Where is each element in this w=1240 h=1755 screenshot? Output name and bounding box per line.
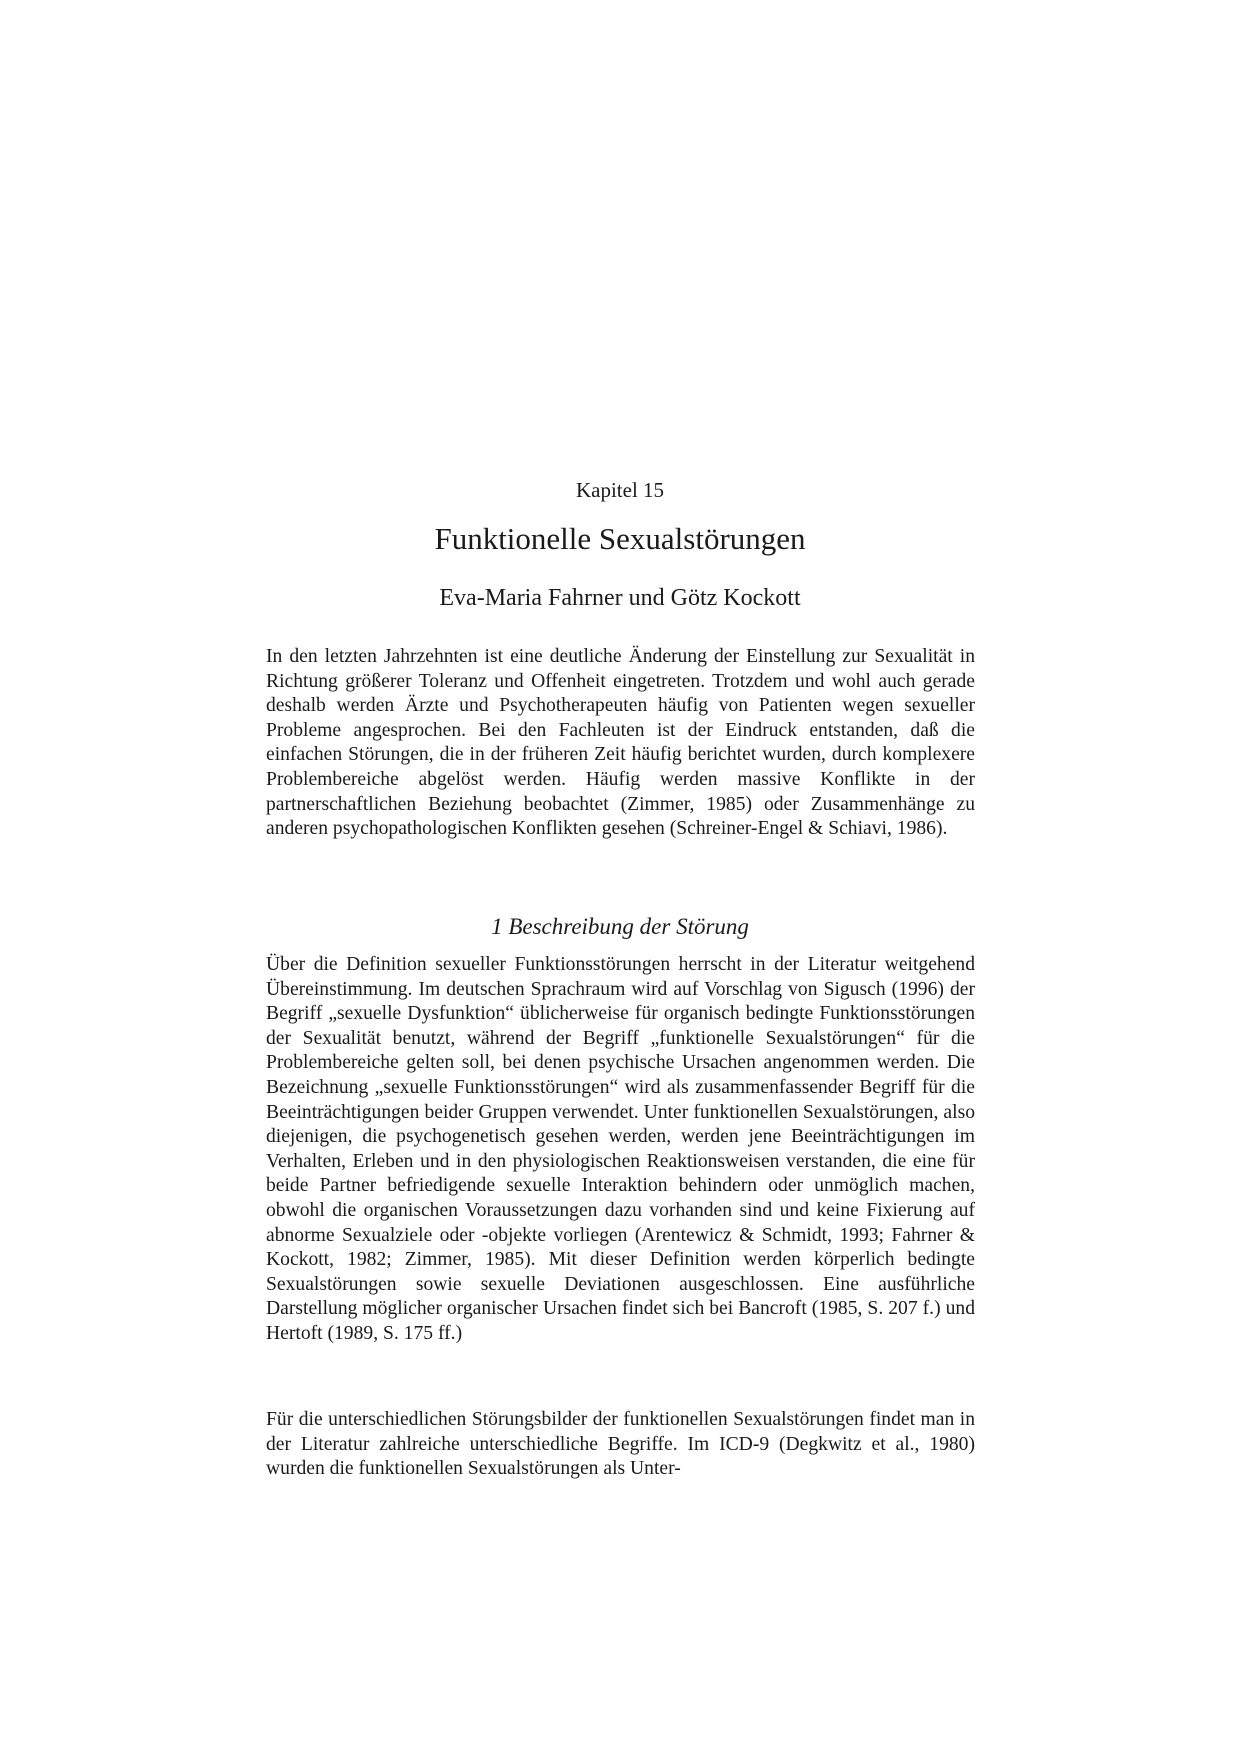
- chapter-title: Funktionelle Sexualstörungen: [434, 521, 806, 556]
- section-paragraph-1: Über die Definition sexueller Funktionsstörungen herrscht in der Literatur weitgehend Übereinstimmung. Im deutschen Sprachraum wird auf Vorschlag von Sigusch (1996) der Begriff „sexuelle Dysfunktion“ üblicherweise für organisch bedingte Funktionsstörungen der Sexualität benutzt, während der Begriff „funktionelle Sexualstörungen“ für die Problembereiche gelten soll, bei denen psychische Ursachen angenommen werden. Die Bezeichnung „sexuelle Funktionsstörungen“ wird als zusammenfassender Begriff für die Beeinträchtigungen beider Gruppen verwendet. Unter funktionellen Sexualstörungen, also diejenigen, die psychogenetisch gesehen werden, werden jene Beeinträchtigungen im Verhalten, Erleben und in den physiologischen Reaktionsweisen verstanden, die eine für beide Partner befriedigende sexuelle Interaktion behindern oder unmöglich machen, obwohl die organischen Voraussetzungen dazu vorhanden sind und keine Fixierung auf abnorme Sexualziele oder -objekte vorliegen (Arentewicz & Schmidt, 1993; Fahrner & Kockott, 1982; Zimmer, 1985). Mit dieser Definition werden körperlich bedingte Sexualstörungen sowie sexuelle Deviationen ausgeschlossen. Eine ausführliche Darstellung möglicher organischer Ursachen findet sich bei Bancroft (1985, S. 207 f.) und Hertoft (1989, S. 175 ff.): [266, 954, 975, 1344]
- chapter-authors: Eva-Maria Fahrner und Götz Kockott: [439, 585, 801, 611]
- intro-paragraph: In den letzten Jahrzehnten ist eine deutliche Änderung der Einstellung zur Sexualität in Richtung größerer Toleranz und Offenheit eingetreten. Trotzdem und wohl auch gerade deshalb werden Ärzte und Psychotherapeuten häufig von Patienten wegen sexueller Probleme angesprochen. Bei den Fachleuten ist der Eindruck entstanden, daß die einfachen Störungen, die in der früheren Zeit häufig berichtet wurden, durch komplexere Problembereiche abgelöst werden. Häufig werden massive Konflikte in der partnerschaftlichen Beziehung beobachtet (Zimmer, 1985) oder Zusammenhänge zu anderen psychopathologischen Konflikten gesehen (Schreiner-Engel & Schiavi, 1986).: [266, 646, 975, 840]
- chapter-label: Kapitel 15: [575, 478, 665, 502]
- section-heading: 1 Beschreibung der Störung: [491, 914, 749, 939]
- section-paragraph-2: Für die unterschiedlichen Störungsbilder der funktionellen Sexualstörungen findet man in der Literatur zahlreiche unterschiedliche Begriffe. Im ICD-9 (Degkwitz et al., 1980) wurden die funktionellen Sexualstörungen als Unter-: [266, 1409, 975, 1480]
